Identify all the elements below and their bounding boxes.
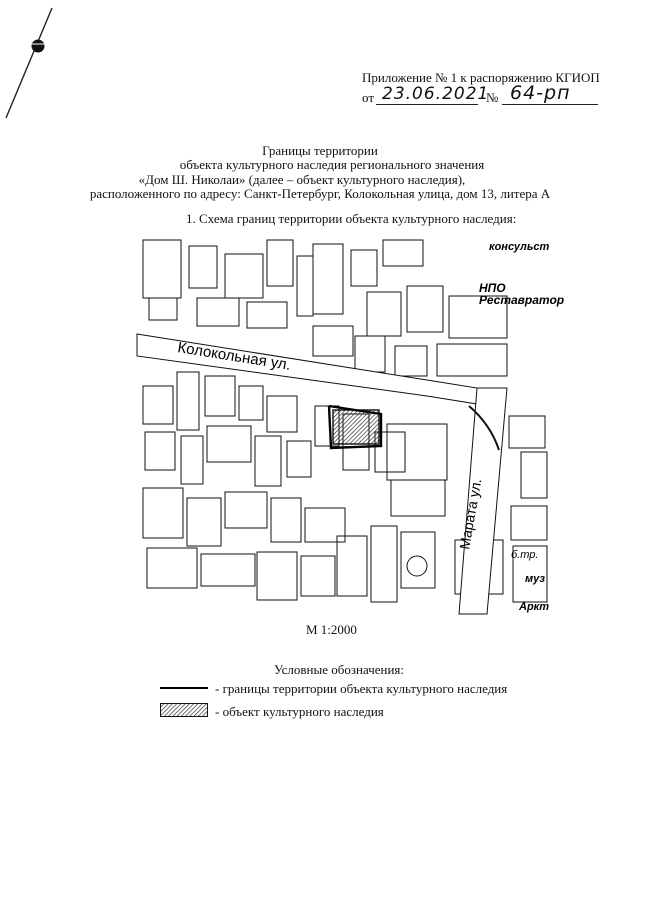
legend-title: Условные обозначения:: [274, 662, 405, 677]
map-label-konsult: консульст: [489, 241, 550, 253]
heritage-object-area: [333, 410, 379, 444]
section-heading: 1. Схема границ территории объекта культурного наследия:: [186, 211, 517, 226]
legend-heritage-label: - объект культурного наследия: [215, 704, 384, 719]
binding-mark-icon: [0, 0, 60, 130]
street-kolokolnaya-label: Колокольная ул.: [176, 339, 292, 374]
map-label-restavrator: Реставратор: [479, 293, 565, 307]
from-label: от: [362, 90, 375, 105]
map-label-ark: Аркт: [519, 601, 550, 613]
map-label-btr: б.тр.: [511, 549, 539, 561]
order-reference: [362, 84, 602, 108]
map-scale: М 1:2000: [306, 622, 357, 637]
legend-line-symbol: [160, 687, 208, 689]
street-marata-label: Марата ул.: [456, 477, 485, 551]
title-line-4: расположенного по адресу: Санкт-Петербург, Колокольная улица, дом 13, литера А: [89, 186, 551, 201]
legend-boundary-label: - границы территории объекта культурного наследия: [215, 681, 508, 696]
appendix-label: Приложение № 1 к распоряжению КГИОП: [362, 70, 600, 85]
map-drawing: [137, 236, 565, 614]
title-line-1: Границы территории: [262, 143, 378, 158]
cadastral-map: [137, 236, 565, 614]
date-underline: [376, 104, 478, 105]
order-number: 64-рп: [510, 82, 571, 104]
legend-item-heritage: [160, 703, 520, 721]
title-line-2: объекта культурного наследия регионального значения: [179, 157, 485, 172]
map-label-muz: муз: [525, 573, 546, 585]
title-line-3: «Дом Ш. Николаи» (далее – объект культурного наследия),: [138, 172, 466, 187]
number-label: №: [486, 90, 499, 105]
legend-hatch-symbol: [160, 703, 208, 717]
order-date: 23.06.2021: [382, 84, 490, 104]
legend-item-boundary: [160, 682, 520, 700]
map-label-nno: НПО: [479, 281, 506, 295]
number-underline: [502, 104, 598, 105]
